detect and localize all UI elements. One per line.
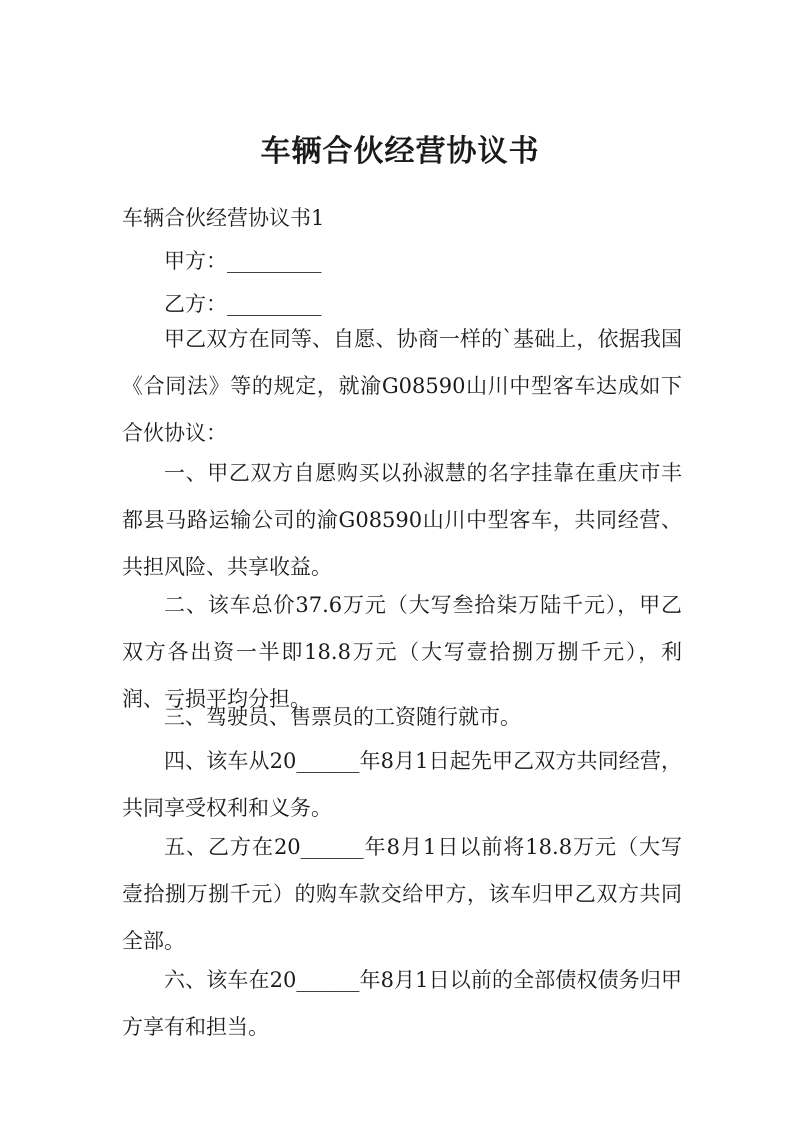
paragraph-clause-6: 六、该车在20______年8月1日以前的全部债权债务归甲方享有和担当。 xyxy=(122,968,682,1039)
paragraph-clause-3: 三、驾驶员、售票员的工资随行就市。 xyxy=(164,705,521,729)
party-b-line: 乙方：_________ xyxy=(164,292,322,316)
paragraph-preamble: 甲乙双方在同等、自愿、协商一样的`基础上，依据我国《合同法》等的规定，就渝G08590山川中型客车达成如下合伙协议： xyxy=(122,327,682,445)
paragraph-clause-1: 一、甲乙双方自愿购买以孙淑慧的名字挂靠在重庆市丰都县马路运输公司的渝G08590山川中型客车，共同经营、共担风险、共享收益。 xyxy=(122,461,682,579)
document-title: 车辆合伙经营协议书 xyxy=(260,134,540,169)
paragraph-clause-2: 二、该车总价37.6万元（大写叁拾柒万陆千元），甲乙双方各出资一半即18.8万元（大写壹拾捌万捌千元），利润、亏损平均分担。 xyxy=(122,593,682,711)
document-subtitle: 车辆合伙经营协议书1 xyxy=(122,206,325,230)
party-a-line: 甲方：_________ xyxy=(164,249,322,273)
paragraph-clause-5: 五、乙方在20______年8月1日以前将18.8万元（大写壹拾捌万捌千元）的购车款交给甲方，该车归甲乙双方共同全部。 xyxy=(122,835,682,953)
paragraph-clause-4: 四、该车从20______年8月1日起先甲乙双方共同经营，共同享受权利和义务。 xyxy=(122,749,682,820)
